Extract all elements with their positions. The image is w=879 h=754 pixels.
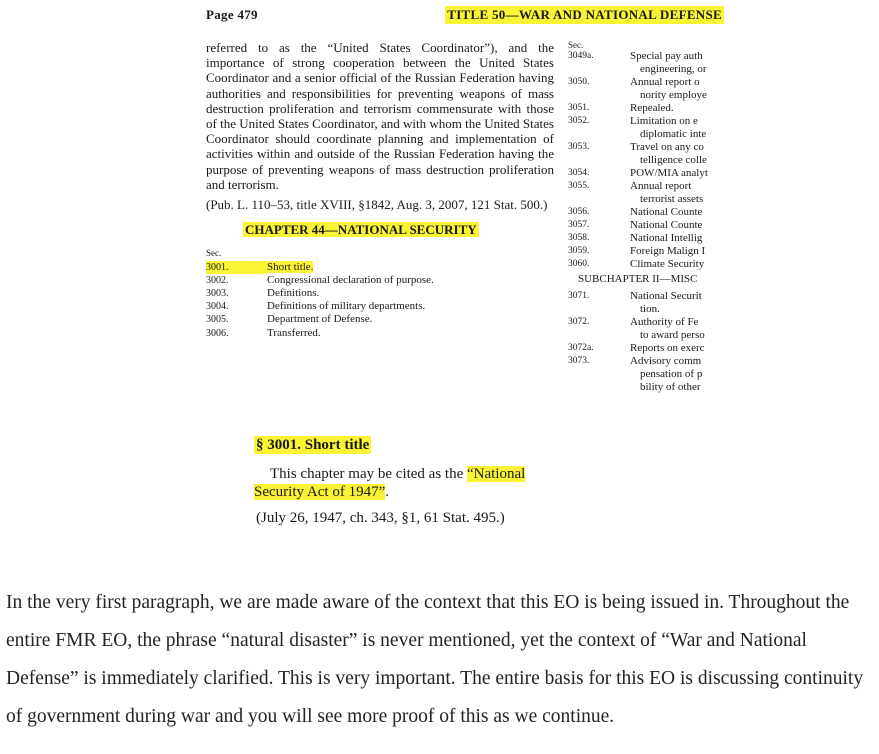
- right-toc-number: [568, 154, 630, 167]
- right-toc-title: terrorist assets: [640, 193, 704, 205]
- right-toc-title: POW/MIA analyt: [630, 167, 708, 179]
- right-toc-row: [568, 50, 732, 63]
- right-toc-title: National Counte: [630, 219, 703, 231]
- right-toc-row: [568, 381, 732, 394]
- right-toc-number: 3057.: [568, 220, 590, 230]
- right-toc-row: [568, 180, 732, 193]
- right-toc-number: [568, 89, 630, 102]
- right-toc-title: Special pay auth: [630, 50, 703, 62]
- right-toc-title: National Intellig: [630, 232, 703, 244]
- right-toc-number: [568, 329, 630, 342]
- toc-number: 3006.: [206, 327, 229, 339]
- toc-title: Definitions.: [267, 287, 320, 300]
- right-toc-row: [568, 193, 732, 206]
- right-toc-number: 3060.: [568, 259, 590, 269]
- right-toc-row: [568, 258, 732, 271]
- right-toc-number: [568, 63, 630, 76]
- toc-row: [206, 327, 554, 340]
- right-column-cropped: [568, 40, 732, 402]
- running-title: TITLE 50—WAR AND NATIONAL DEFENSE: [447, 7, 722, 22]
- toc-number: 3002.: [206, 274, 229, 286]
- toc-number: 3001.: [206, 261, 267, 274]
- toc-row: [206, 300, 554, 313]
- right-toc-title: telligence colle: [640, 154, 707, 166]
- right-toc-title: Foreign Malign I: [630, 245, 706, 257]
- right-toc-number: 3051.: [568, 103, 590, 113]
- toc-title: Short title.: [267, 260, 314, 273]
- toc-title: Transferred.: [267, 326, 321, 339]
- right-toc-title: National Counte: [630, 206, 703, 218]
- right-toc-number: 3052.: [568, 116, 590, 126]
- section-text-end: .: [385, 484, 389, 500]
- right-toc-row: [568, 232, 732, 245]
- chapter-heading: CHAPTER 44—NATIONAL SECURITY: [245, 222, 477, 238]
- right-toc-row: [568, 206, 732, 219]
- right-toc-title: pensation of p: [640, 368, 703, 380]
- right-toc-number: 3072a.: [568, 343, 594, 353]
- right-toc-row: [568, 245, 732, 258]
- right-toc-title: diplomatic inte: [640, 128, 707, 140]
- section-3001: [254, 436, 714, 527]
- right-toc-number: 3056.: [568, 207, 590, 217]
- article-paragraph: In the very first paragraph, we are made aware of the context that this EO is being issued in. Throughout the entire FMR EO, the phrase “natural disaster” is never mentioned, yet the context of “War and National Defense” is immediately clarified. This is very important. The entire basis for this EO is discussing continuity of government during war and you will see more proof of this as we continue.: [6, 591, 864, 727]
- toc-number: 3003.: [206, 288, 229, 300]
- right-toc-row: [568, 219, 732, 232]
- toc-number: 3005.: [206, 314, 229, 326]
- right-toc-title: Annual report o: [630, 76, 700, 88]
- right-toc-row: [568, 290, 732, 303]
- right-toc-title: Climate Security: [630, 258, 705, 270]
- right-toc-row: [568, 303, 732, 316]
- right-toc-number: 3050.: [568, 77, 590, 87]
- right-toc-number: [568, 128, 630, 141]
- right-toc-title: Reports on exerc: [630, 342, 705, 354]
- page-header: [206, 6, 728, 26]
- right-toc-row: [568, 342, 732, 355]
- right-toc-title: bility of other: [640, 381, 701, 393]
- toc-title: Congressional declaration of purpose.: [267, 273, 434, 286]
- right-toc-title: to award perso: [640, 329, 705, 341]
- right-toc-title: tion.: [640, 303, 660, 315]
- toc-row: [206, 261, 554, 274]
- section-text-lead: This chapter may be cited as the: [270, 466, 468, 482]
- toc-title: Definitions of military departments.: [267, 300, 426, 313]
- right-toc-row: [568, 154, 732, 167]
- toc-row: [206, 274, 554, 287]
- right-toc-row: [568, 63, 732, 76]
- right-toc-row: [568, 167, 732, 180]
- statute-citation: (Pub. L. 110–53, title XVIII, §1842, Aug. 3, 2007, 121 Stat. 500.): [206, 197, 548, 213]
- right-toc-row: [568, 329, 732, 342]
- right-toc-title: Travel on any co: [630, 141, 704, 153]
- right-toc-number: [568, 381, 630, 394]
- right-toc-number: 3054.: [568, 168, 590, 178]
- toc-title: Department of Defense.: [267, 313, 373, 326]
- right-toc-list-2: [568, 290, 732, 394]
- right-toc-row: [568, 102, 732, 115]
- right-toc-number: 3055.: [568, 181, 590, 191]
- right-toc-title: Repealed.: [630, 102, 674, 114]
- toc-row: [206, 287, 554, 300]
- right-toc-number: 3073.: [568, 356, 590, 366]
- page-number: Page 479: [206, 7, 258, 22]
- right-toc-number: 3049a.: [568, 51, 594, 61]
- act-name-highlight-2: Security Act of 1947”: [254, 484, 386, 500]
- section-citation: (July 26, 1947, ch. 343, §1, 61 Stat. 495.): [256, 510, 505, 526]
- subchapter-heading: SUBCHAPTER II—MISC: [578, 273, 698, 285]
- chapter-toc: [206, 247, 554, 339]
- section-text: [254, 465, 714, 501]
- right-toc-number: 3059.: [568, 246, 590, 256]
- right-toc-title: Limitation on e: [630, 115, 698, 127]
- right-toc-number: [568, 193, 630, 206]
- right-toc-number: 3058.: [568, 233, 590, 243]
- left-column: [206, 40, 554, 340]
- right-toc-title: National Securit: [630, 290, 702, 302]
- right-toc-title: nority employe: [640, 89, 707, 101]
- right-toc-number: 3071.: [568, 291, 590, 301]
- right-toc-row: [568, 355, 732, 368]
- right-toc-title: Authority of Fe: [630, 316, 699, 328]
- toc-header: Sec.: [206, 248, 222, 259]
- toc-row: [206, 313, 554, 326]
- right-toc-title: Annual report: [630, 180, 692, 192]
- right-toc-number: [568, 303, 630, 316]
- right-toc-row: [568, 128, 732, 141]
- statute-paragraph: referred to as the “United States Coordinator”), and the importance of strong cooperation between the United States Coordinator and a senior official of the Russian Federation having authorities and responsibilities for preventing weapons of mass destruction proliferation and terrorism commensurate with those of the United States Coordinator, and with whom the United States Coordinator should coordinate planning and implementation of activities within and outside of the Russian Federation having the purpose of preventing weapons of mass destruction proliferation and terrorism.: [206, 40, 554, 192]
- right-toc-list: [568, 50, 732, 271]
- right-toc-row: [568, 141, 732, 154]
- section-heading: § 3001. Short title: [256, 437, 370, 453]
- scanned-page-image: [196, 0, 732, 553]
- right-toc-row: [568, 316, 732, 329]
- right-toc-row: [568, 76, 732, 89]
- act-name-highlight-1: “National: [467, 466, 526, 482]
- right-toc-row: [568, 89, 732, 102]
- right-toc-number: [568, 368, 630, 381]
- right-toc-row: [568, 115, 732, 128]
- right-toc-title: Advisory comm: [630, 355, 702, 367]
- right-toc-row: [568, 368, 732, 381]
- right-toc-number: 3072.: [568, 317, 590, 327]
- right-toc-header: Sec.: [568, 40, 584, 50]
- right-toc-number: 3053.: [568, 142, 590, 152]
- right-toc-title: engineering, or: [640, 63, 707, 75]
- toc-number: 3004.: [206, 301, 229, 313]
